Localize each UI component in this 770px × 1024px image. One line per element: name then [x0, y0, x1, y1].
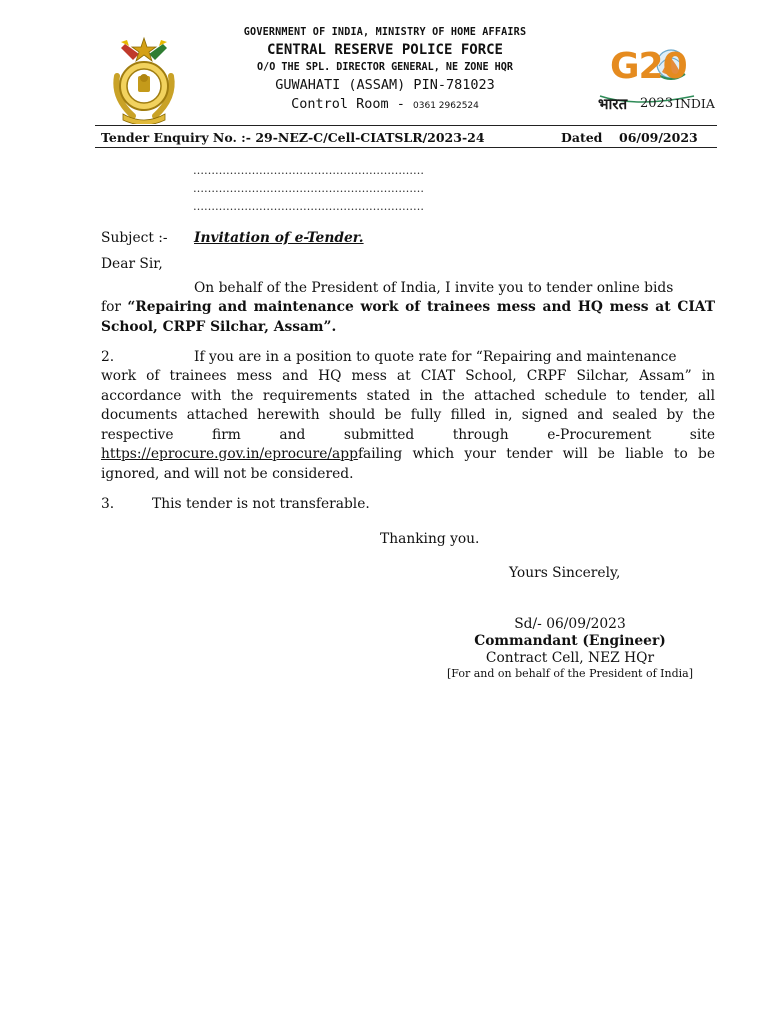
- on-behalf-note: [For and on behalf of the President of India]: [447, 667, 693, 680]
- header-rule-top: [95, 125, 717, 126]
- address-line-2: ………………………………………………………: [193, 182, 424, 195]
- salutation: Dear Sir,: [101, 256, 163, 272]
- control-room-phone: 0361 2962524: [413, 101, 479, 111]
- para2-number: 2.: [101, 349, 115, 365]
- signatory-designation: Commandant (Engineer): [474, 633, 666, 649]
- header-office: O/O THE SPL. DIRECTOR GENERAL, NE ZONE HQR: [257, 60, 513, 73]
- eprocure-link[interactable]: https://eprocure.gov.in/eprocure/app: [101, 446, 358, 462]
- para1-first-line: On behalf of the President of India, I invite you to tender online bids: [194, 280, 674, 296]
- address-line-3: ………………………………………………………: [193, 200, 424, 213]
- subject-label: Subject :-: [101, 230, 168, 246]
- g20-text: G20: [610, 46, 687, 87]
- thanking-text: Thanking you.: [380, 531, 480, 547]
- g20-year-text: 2023: [640, 96, 674, 111]
- para2-text: work of trainees mess and HQ mess at CIAT School, CRPF Silchar, Assam” in accordance with the requirements stated in the attached schedule to tender, all documents attached herewith should be fully filled in, signed and sealed by the respective firm and submitted through e-Procurement site: [101, 368, 715, 443]
- para1-body: [101, 298, 715, 337]
- para1-for: for: [101, 299, 128, 315]
- dated-label: Dated: [561, 130, 603, 145]
- para2-first-line: If you are in a position to quote rate for “Repairing and maintenance: [194, 349, 677, 365]
- g20-bharat-text: भारत: [598, 95, 628, 113]
- subject-text: Invitation of e-Tender.: [194, 230, 364, 246]
- control-room-label: Control Room -: [291, 96, 405, 112]
- para3-number: 3.: [101, 496, 115, 512]
- header-control-room: [0, 96, 770, 112]
- para2-body: [101, 367, 715, 484]
- tender-enquiry-number: Tender Enquiry No. :- 29-NEZ-C/Cell-CIATSLR/2023-24: [101, 130, 485, 145]
- address-line-1: ………………………………………………………: [193, 164, 424, 177]
- g20-india-text: INDIA: [675, 96, 715, 111]
- signatory-office: Contract Cell, NEZ HQr: [485, 650, 655, 666]
- header-address: GUWAHATI (ASSAM) PIN-781023: [275, 77, 495, 93]
- header-ministry: GOVERNMENT OF INDIA, MINISTRY OF HOME AFFAIRS: [243, 25, 527, 38]
- para2-after-link: failing which your tender will be liable to be ignored, and will not be considered.: [101, 446, 715, 482]
- para3-text: This tender is not transferable.: [152, 496, 370, 512]
- para1-work-title: “Repairing and maintenance work of trainees mess and HQ mess at CIAT School, CRPF Silchar, Assam”.: [101, 299, 715, 335]
- header-rule-bottom: [95, 147, 717, 148]
- header-force-name: CENTRAL RESERVE POLICE FORCE: [266, 42, 503, 58]
- signature-date: Sd/- 06/09/2023: [514, 616, 626, 632]
- yours-sincerely: Yours Sincerely,: [509, 565, 621, 581]
- tender-date: 06/09/2023: [619, 130, 698, 145]
